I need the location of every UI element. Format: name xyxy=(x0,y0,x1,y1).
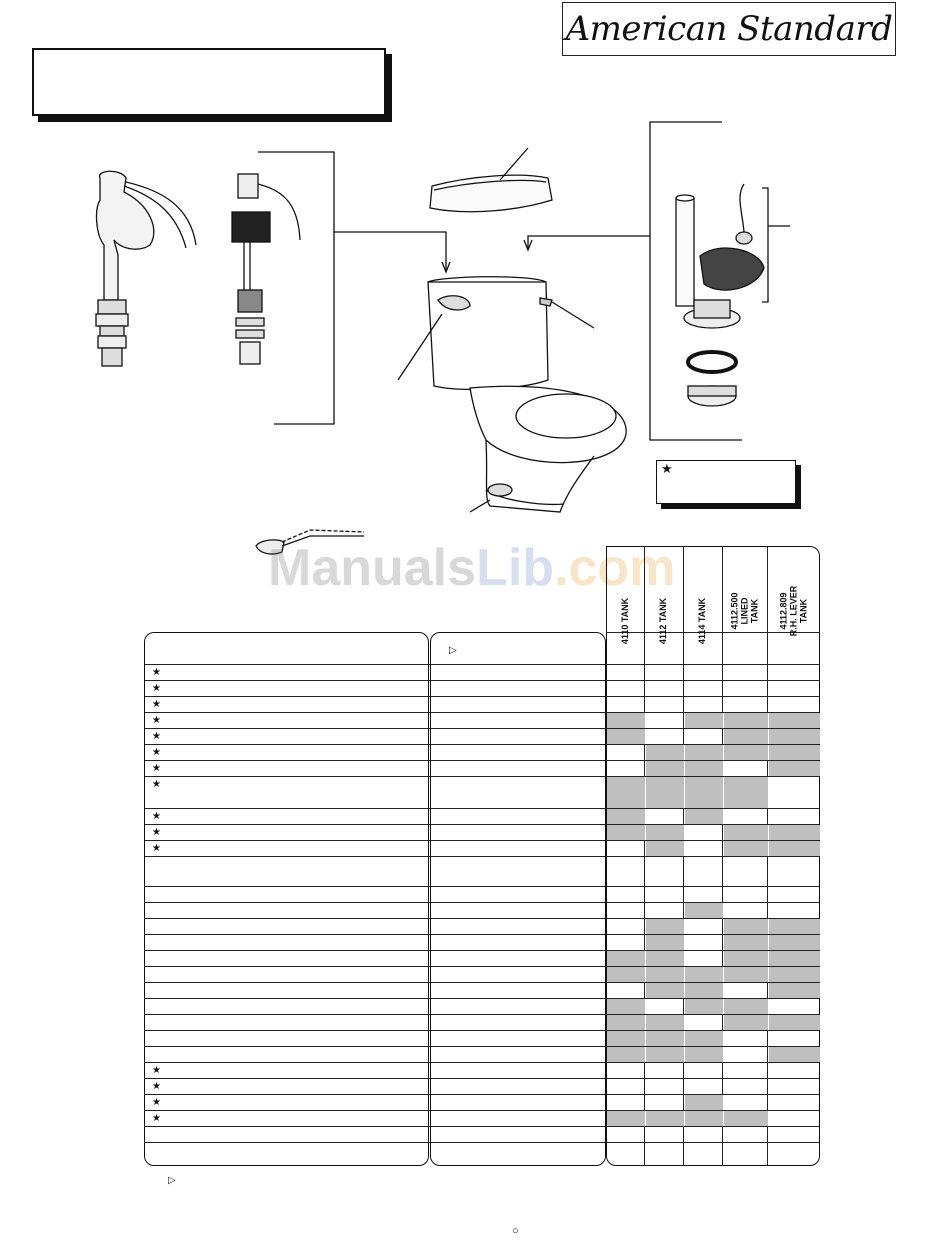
column-header: 4114 TANK xyxy=(697,597,708,645)
page-marker: ○ xyxy=(512,1225,519,1237)
shaded-cell xyxy=(646,919,684,934)
shaded-cell xyxy=(607,1047,645,1062)
star-marker: ★ xyxy=(152,763,161,774)
shaded-cell xyxy=(685,983,723,998)
brand-name: American Standard xyxy=(565,9,893,49)
shaded-cell xyxy=(685,809,723,824)
star-marker: ★ xyxy=(152,667,161,678)
star-marker: ★ xyxy=(152,1065,161,1076)
shaded-cell xyxy=(724,1015,768,1030)
shaded-cell xyxy=(724,951,768,966)
shaded-cell xyxy=(769,983,820,998)
shaded-cell xyxy=(646,777,684,808)
shaded-cell xyxy=(724,713,768,728)
fill-valve-image xyxy=(96,171,196,366)
shaded-cell xyxy=(685,761,723,776)
shaded-cell xyxy=(607,825,645,840)
watermark-part3: .com xyxy=(554,539,676,597)
shaded-cell xyxy=(685,1095,723,1110)
shaded-cell xyxy=(646,951,684,966)
row-divider xyxy=(145,664,819,665)
tank-lid-image xyxy=(430,148,552,212)
shaded-cell xyxy=(685,745,723,760)
row-divider xyxy=(145,680,819,681)
shaded-cell xyxy=(769,1015,820,1030)
shaded-cell xyxy=(724,841,768,856)
star-marker: ★ xyxy=(152,1113,161,1124)
shaded-cell xyxy=(646,761,684,776)
shaded-cell xyxy=(646,935,684,950)
watermark-part1: Manuals xyxy=(268,539,477,597)
shaded-cell xyxy=(724,825,768,840)
star-marker: ★ xyxy=(152,1081,161,1092)
shaded-cell xyxy=(769,841,820,856)
shaded-cell xyxy=(769,951,820,966)
star-marker: ★ xyxy=(152,683,161,694)
row-divider xyxy=(145,1126,819,1127)
shaded-cell xyxy=(685,777,723,808)
toilet-image xyxy=(398,277,626,512)
row-divider xyxy=(145,934,819,935)
shaded-cell xyxy=(685,903,723,918)
fill-valve-exploded-image xyxy=(232,174,300,364)
shaded-cell xyxy=(769,967,820,982)
shaded-cell xyxy=(685,1111,723,1126)
shaded-cell xyxy=(607,809,645,824)
footnote-marker: ▷ xyxy=(168,1175,176,1186)
row-divider xyxy=(145,840,819,841)
shaded-cell xyxy=(646,825,684,840)
column-header: 4112.500 LINED TANK xyxy=(729,592,760,630)
shaded-cell xyxy=(769,935,820,950)
row-divider xyxy=(145,886,819,887)
star-marker: ★ xyxy=(152,843,161,854)
watermark-part2: Lib xyxy=(476,539,555,597)
star-marker: ★ xyxy=(152,1097,161,1108)
shaded-cell xyxy=(724,999,768,1014)
row-divider xyxy=(145,950,819,951)
shaded-cell xyxy=(769,729,820,744)
shaded-cell xyxy=(724,935,768,950)
row-divider xyxy=(145,1078,819,1079)
shaded-cell xyxy=(724,777,768,808)
star-marker: ★ xyxy=(152,779,161,790)
row-divider xyxy=(145,728,819,729)
shaded-cell xyxy=(607,951,645,966)
row-divider xyxy=(145,696,819,697)
star-marker: ★ xyxy=(152,731,161,742)
shaded-cell xyxy=(724,1111,768,1126)
row-divider xyxy=(145,856,819,857)
shaded-cell xyxy=(724,745,768,760)
header-note-marker: ▷ xyxy=(449,645,457,656)
star-marker: ★ xyxy=(152,699,161,710)
shaded-cell xyxy=(769,761,820,776)
shaded-cell xyxy=(685,967,723,982)
shaded-cell xyxy=(646,841,684,856)
star-marker: ★ xyxy=(152,811,161,822)
shaded-cell xyxy=(724,919,768,934)
shaded-cell xyxy=(685,999,723,1014)
shaded-cell xyxy=(724,967,768,982)
shaded-cell xyxy=(685,1047,723,1062)
shaded-cell xyxy=(646,1047,684,1062)
star-marker: ★ xyxy=(152,747,161,758)
shaded-cell xyxy=(685,713,723,728)
column-headers xyxy=(606,546,820,645)
column-header: 4110 TANK xyxy=(620,597,631,645)
shaded-cell xyxy=(607,967,645,982)
column-header: 4112.809 R.H. LEVER TANK xyxy=(778,585,809,637)
row-divider xyxy=(145,1062,819,1063)
star-marker: ★ xyxy=(152,715,161,726)
shaded-cell xyxy=(769,825,820,840)
star-marker: ★ xyxy=(152,827,161,838)
shaded-cell xyxy=(769,745,820,760)
row-divider xyxy=(145,1014,819,1015)
column-header: 4112 TANK xyxy=(658,597,669,645)
shaded-cell xyxy=(646,1111,684,1126)
shaded-cell xyxy=(607,1015,645,1030)
shaded-cell xyxy=(769,919,820,934)
shaded-cell xyxy=(769,713,820,728)
row-divider xyxy=(145,824,819,825)
shaded-cell xyxy=(607,1031,645,1046)
shaded-cell xyxy=(646,745,684,760)
row-divider xyxy=(145,918,819,919)
shaded-cell xyxy=(607,1111,645,1126)
shaded-cell xyxy=(646,967,684,982)
shaded-cell xyxy=(607,777,645,808)
row-divider xyxy=(145,1142,819,1143)
legend-box xyxy=(656,460,796,504)
legend-star: ★ xyxy=(661,461,673,476)
shaded-cell xyxy=(685,1031,723,1046)
shaded-cell xyxy=(646,1031,684,1046)
shaded-cell xyxy=(607,999,645,1014)
flush-valve-image xyxy=(676,184,764,406)
shaded-cell xyxy=(646,1015,684,1030)
shaded-cell xyxy=(769,1047,820,1062)
shaded-cell xyxy=(724,729,768,744)
shaded-cell xyxy=(646,983,684,998)
shaded-cell xyxy=(607,713,645,728)
shaded-cell xyxy=(607,729,645,744)
